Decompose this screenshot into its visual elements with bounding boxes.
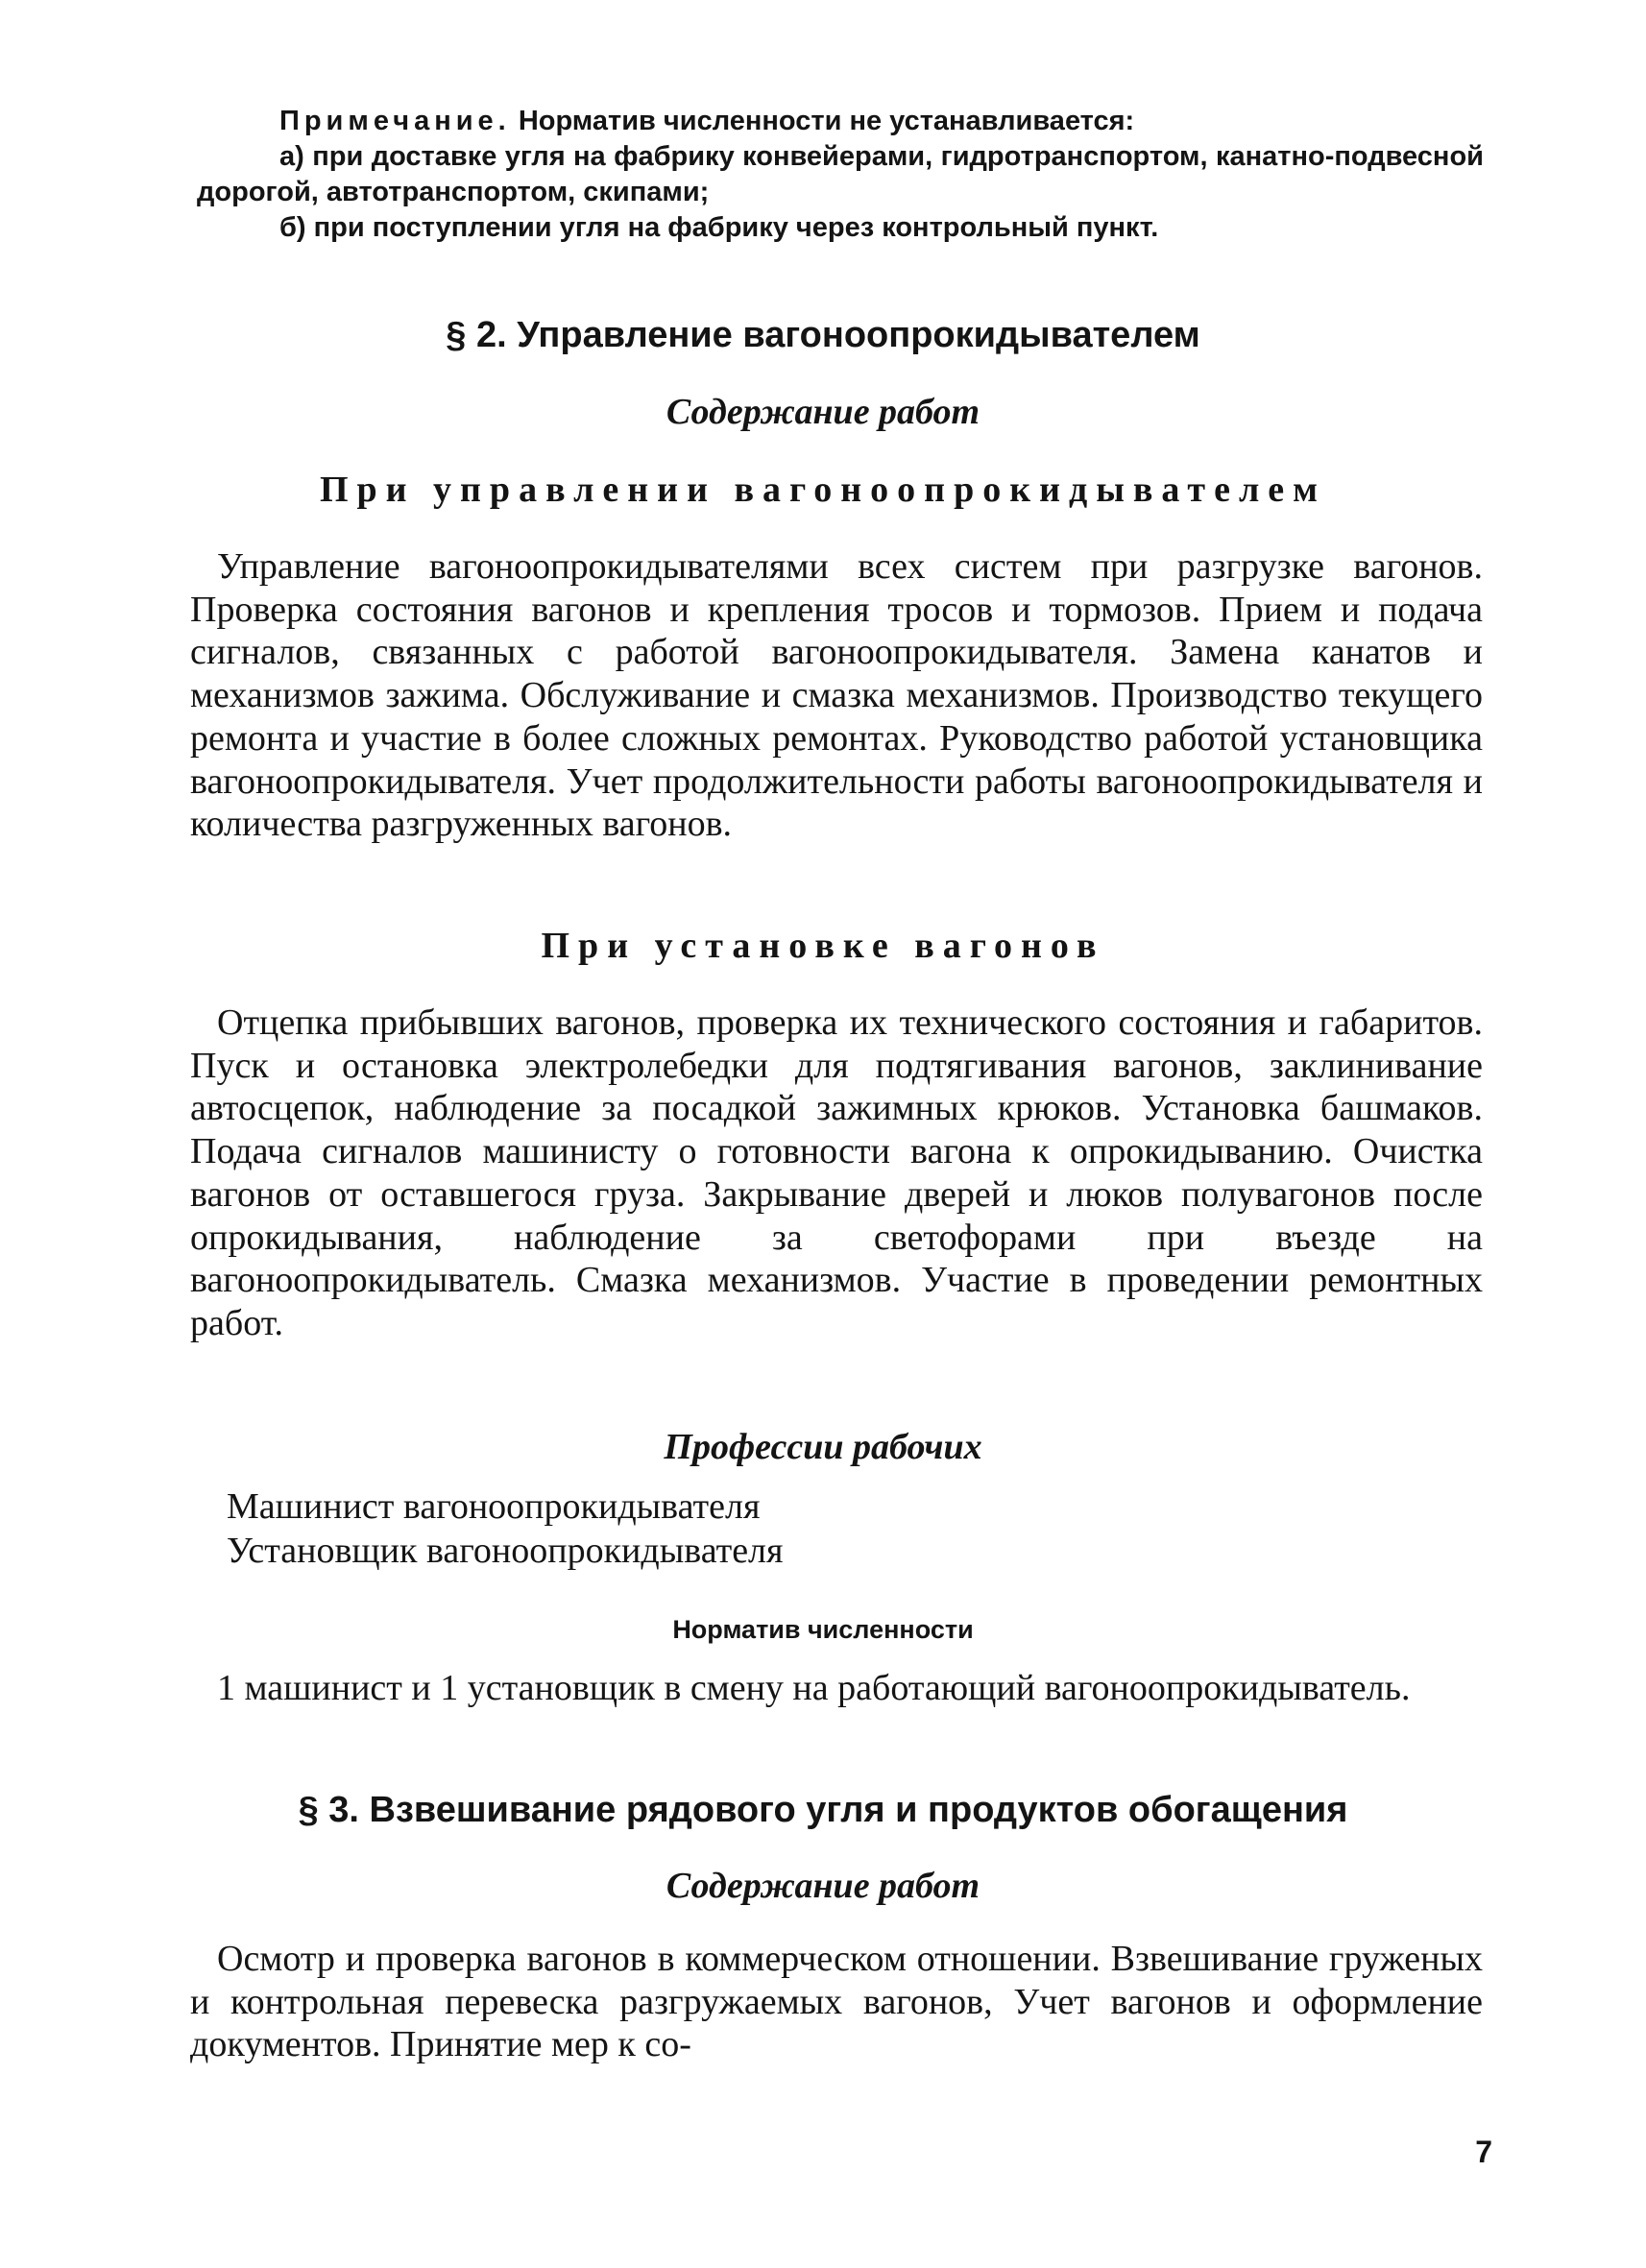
section-3-text: Осмотр и проверка вагонов в коммерческом отношении. Взвешивание груженых и контрольная перевеска разгружаемых вагонов, Учет вагонов и оформление документов. Принятие мер к со- [190, 1939, 1483, 2065]
section-3-heading: § 3. Взвешивание рядового угля и продуктов обогащения [298, 1790, 1348, 1830]
note-intro: Норматив численности не устанавливается: [518, 106, 1135, 136]
page-number: 7 [1475, 2135, 1492, 2169]
note-block [197, 104, 1484, 246]
subsection-operation-heading: При управлении вагоноопрокидывателем [319, 470, 1327, 510]
subsection-operation-text: Управление вагоноопрокидывателями всех систем при разгрузке вагонов. Проверка состояния вагонов и крепления тросов и тормозов. Прием и подача сигналов, связанных с работой вагоноопрокидывателя. Замена канатов и механизмов зажима. Обслуживание и смазка механизмов. Производство текущего ремонта и участие в более сложных ремонтах. Руководство работой установщика вагоноопрокидывателя. Учет продолжительности работы вагоноопрокидывателя и количества разгруженных вагонов. [190, 546, 1483, 845]
note-item-a: а) при доставке угля на фабрику конвейерами, гидротранспортом, канатно-подвесной дорогой, автотранспортом, скипами; [197, 141, 1484, 207]
section-2-heading: § 2. Управление вагоноопрокидывателем [446, 315, 1200, 355]
professions-list [227, 1484, 1475, 1573]
subsection-installation-text: Отцепка прибывших вагонов, проверка их технического состояния и габаритов. Пуск и остановка электролебедки для подтягивания вагонов, заклинивание автосцепок, наблюдение за посадкой зажимных крюков. Установка башмаков. Подача сигналов машинисту о готовности вагона к опрокидыванию. Очистка вагонов от оставшегося груза. Закрывание дверей и люков полувагонов после опрокидывания, наблюдение за светофорами при въезде на вагоноопрокидыватель. Смазка механизмов. Участие в проведении ремонтных работ. [190, 1002, 1483, 1343]
note-item-b: б) при поступлении угля на фабрику через контрольный пункт. [279, 212, 1159, 243]
subsection-installation-heading: При установке вагонов [541, 926, 1105, 966]
norm-heading: Норматив численности [672, 1615, 974, 1644]
profession-item: Установщик вагоноопрокидывателя [227, 1531, 784, 1571]
professions-heading: Профессии рабочих [664, 1427, 982, 1467]
norm-text: 1 машинист и 1 установщик в смену на работающий вагоноопрокидыватель. [217, 1668, 1411, 1708]
section-2-content-heading: Содержание работ [666, 392, 980, 432]
profession-item: Машинист вагоноопрокидывателя [227, 1486, 761, 1527]
section-3-content-heading: Содержание работ [666, 1866, 980, 1906]
note-label: Примечание. [279, 106, 511, 136]
